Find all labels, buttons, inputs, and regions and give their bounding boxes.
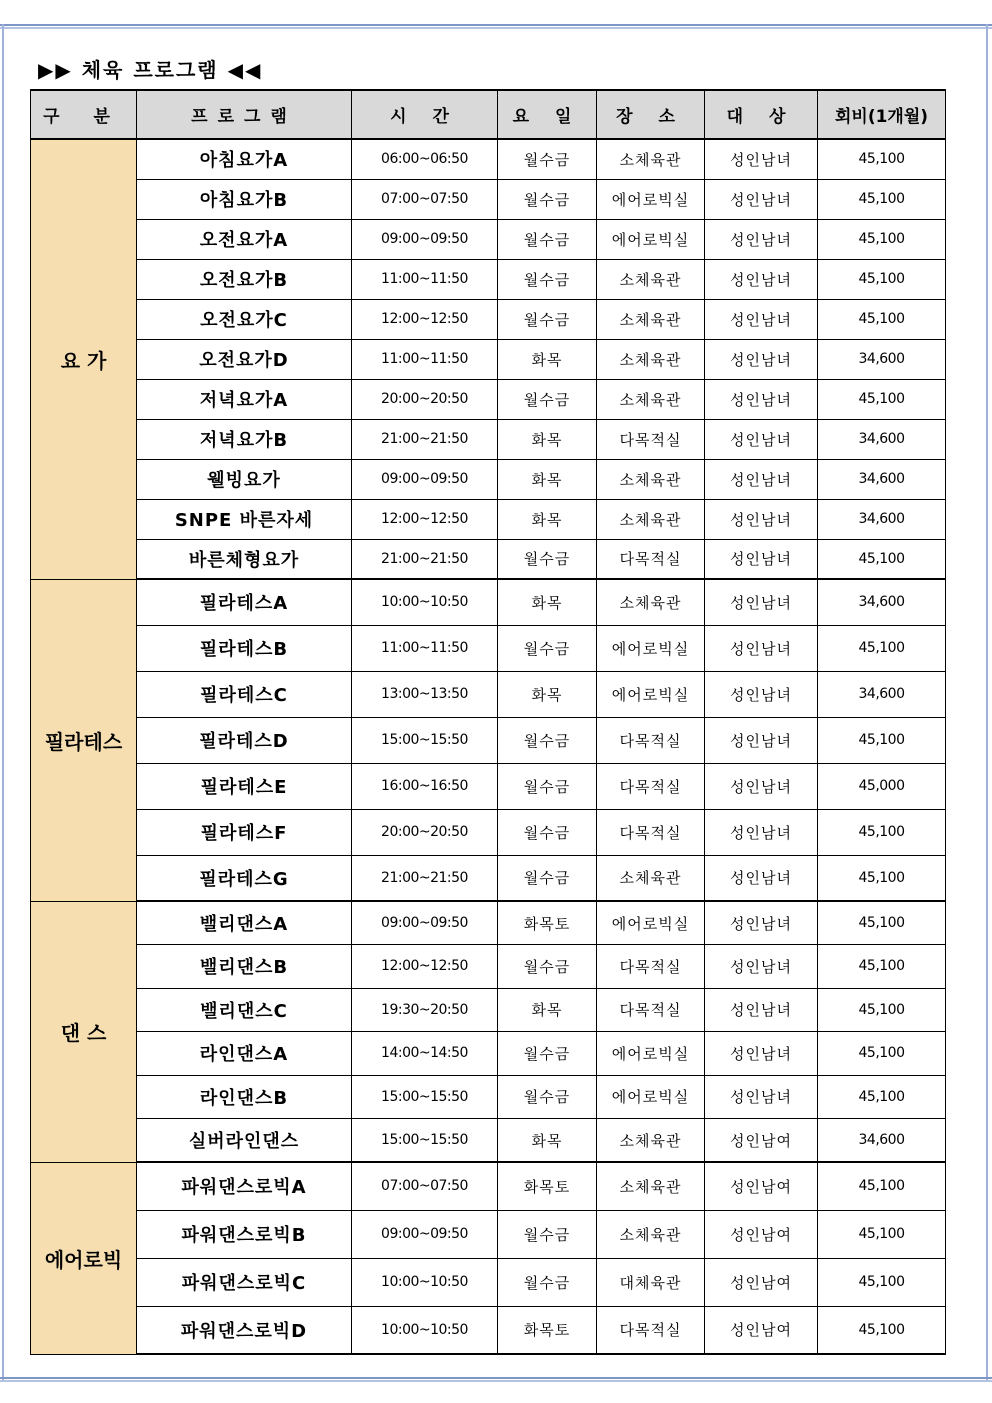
place-cell: 에어로빅실 [597,625,705,671]
days-cell: 화목 [498,671,597,717]
days-cell: 월수금 [498,625,597,671]
days-cell: 월수금 [498,1210,597,1258]
program-cell: 필라테스G [137,855,352,901]
program-cell: 오전요가A [137,219,352,259]
time-cell: 12:00~12:50 [352,945,498,989]
target-cell: 성인남여 [705,1162,818,1210]
fee-cell: 34,600 [818,671,946,717]
table-row [31,219,946,259]
header-place: 장 소 [597,90,705,139]
program-cell: 필라테스F [137,809,352,855]
fee-cell: 45,100 [818,379,946,419]
target-cell: 성인남녀 [705,855,818,901]
category-cell: 필라테스 [31,579,137,901]
days-cell: 화목 [498,579,597,625]
place-cell: 소체육관 [597,499,705,539]
fee-cell: 45,100 [818,901,946,945]
table-row [31,339,946,379]
program-cell: 오전요가D [137,339,352,379]
program-cell: 오전요가C [137,299,352,339]
program-cell: 라인댄스B [137,1075,352,1119]
target-cell: 성인남녀 [705,299,818,339]
fee-cell: 45,100 [818,1032,946,1076]
time-cell: 10:00~10:50 [352,1258,498,1306]
place-cell: 다목적실 [597,945,705,989]
fee-cell: 45,100 [818,179,946,219]
fee-cell: 34,600 [818,419,946,459]
program-cell: 밸리댄스B [137,945,352,989]
program-cell: 파워댄스로빅A [137,1162,352,1210]
place-cell: 다목적실 [597,809,705,855]
time-cell: 07:00~07:50 [352,1162,498,1210]
target-cell: 성인남여 [705,1306,818,1354]
time-cell: 20:00~20:50 [352,809,498,855]
program-cell: 아침요가B [137,179,352,219]
table-row [31,299,946,339]
program-cell: 파워댄스로빅D [137,1306,352,1354]
fee-cell: 45,100 [818,1306,946,1354]
program-schedule-table [30,89,946,1355]
days-cell: 월수금 [498,1075,597,1119]
place-cell: 에어로빅실 [597,901,705,945]
fee-cell: 45,100 [818,809,946,855]
table-row [31,671,946,717]
target-cell: 성인남녀 [705,901,818,945]
table-row [31,763,946,809]
target-cell: 성인남여 [705,1258,818,1306]
time-cell: 10:00~10:50 [352,579,498,625]
table-row [31,139,946,179]
table-row [31,901,946,945]
target-cell: 성인남녀 [705,379,818,419]
header-days: 요 일 [498,90,597,139]
target-cell: 성인남녀 [705,763,818,809]
table-row [31,1306,946,1354]
place-cell: 에어로빅실 [597,219,705,259]
fee-cell: 34,600 [818,1119,946,1163]
table-row [31,1075,946,1119]
table-row [31,579,946,625]
table-row [31,499,946,539]
fee-cell: 45,100 [818,139,946,179]
fee-cell: 45,100 [818,259,946,299]
time-cell: 11:00~11:50 [352,259,498,299]
header-row [31,90,946,139]
time-cell: 11:00~11:50 [352,339,498,379]
target-cell: 성인남녀 [705,539,818,579]
fee-cell: 45,100 [818,1162,946,1210]
time-cell: 09:00~09:50 [352,459,498,499]
table-row [31,539,946,579]
program-cell: 실버라인댄스 [137,1119,352,1163]
time-cell: 15:00~15:50 [352,1119,498,1163]
days-cell: 화목토 [498,901,597,945]
time-cell: 15:00~15:50 [352,1075,498,1119]
place-cell: 소체육관 [597,259,705,299]
target-cell: 성인남녀 [705,419,818,459]
target-cell: 성인남녀 [705,671,818,717]
fee-cell: 45,100 [818,1258,946,1306]
place-cell: 에어로빅실 [597,179,705,219]
days-cell: 월수금 [498,717,597,763]
table-row [31,625,946,671]
days-cell: 월수금 [498,259,597,299]
place-cell: 에어로빅실 [597,1075,705,1119]
target-cell: 성인남녀 [705,625,818,671]
fee-cell: 45,100 [818,988,946,1032]
program-cell: SNPE 바른자세 [137,499,352,539]
days-cell: 월수금 [498,809,597,855]
table-row [31,717,946,763]
target-cell: 성인남녀 [705,945,818,989]
days-cell: 월수금 [498,1032,597,1076]
time-cell: 06:00~06:50 [352,139,498,179]
header-target: 대 상 [705,90,818,139]
program-cell: 파워댄스로빅C [137,1258,352,1306]
days-cell: 화목 [498,419,597,459]
program-cell: 아침요가A [137,139,352,179]
header-category: 구 분 [31,90,137,139]
place-cell: 소체육관 [597,855,705,901]
target-cell: 성인남녀 [705,179,818,219]
days-cell: 화목 [498,1119,597,1163]
place-cell: 소체육관 [597,379,705,419]
days-cell: 화목 [498,339,597,379]
time-cell: 09:00~09:50 [352,901,498,945]
fee-cell: 45,100 [818,717,946,763]
fee-cell: 45,100 [818,855,946,901]
table-row [31,379,946,419]
place-cell: 소체육관 [597,339,705,379]
fee-cell: 45,000 [818,763,946,809]
header-program: 프로그램 [137,90,352,139]
table-row [31,1119,946,1163]
table-row [31,259,946,299]
fee-cell: 45,100 [818,625,946,671]
page-title: ▶▶ 체육 프로그램 ◀◀ [38,58,263,82]
days-cell: 월수금 [498,379,597,419]
days-cell: 화목 [498,988,597,1032]
place-cell: 에어로빅실 [597,671,705,717]
table-row [31,1258,946,1306]
days-cell: 월수금 [498,763,597,809]
target-cell: 성인남녀 [705,1075,818,1119]
time-cell: 07:00~07:50 [352,179,498,219]
target-cell: 성인남녀 [705,579,818,625]
target-cell: 성인남녀 [705,219,818,259]
place-cell: 다목적실 [597,419,705,459]
time-cell: 16:00~16:50 [352,763,498,809]
table-row [31,809,946,855]
fee-cell: 45,100 [818,1075,946,1119]
program-cell: 필라테스D [137,717,352,763]
target-cell: 성인남녀 [705,459,818,499]
fee-cell: 34,600 [818,459,946,499]
program-cell: 저녁요가B [137,419,352,459]
program-cell: 바른체형요가 [137,539,352,579]
page-border-left [2,24,5,1382]
table-row [31,459,946,499]
time-cell: 12:00~12:50 [352,499,498,539]
fee-cell: 45,100 [818,945,946,989]
time-cell: 21:00~21:50 [352,855,498,901]
target-cell: 성인남녀 [705,499,818,539]
place-cell: 소체육관 [597,139,705,179]
time-cell: 15:00~15:50 [352,717,498,763]
target-cell: 성인남녀 [705,259,818,299]
time-cell: 11:00~11:50 [352,625,498,671]
program-cell: 밸리댄스C [137,988,352,1032]
place-cell: 다목적실 [597,1306,705,1354]
days-cell: 월수금 [498,1258,597,1306]
time-cell: 09:00~09:50 [352,1210,498,1258]
days-cell: 월수금 [498,179,597,219]
days-cell: 월수금 [498,219,597,259]
table-row [31,419,946,459]
page-border-right [986,24,989,1382]
days-cell: 화목토 [498,1306,597,1354]
fee-cell: 34,600 [818,579,946,625]
table-row [31,179,946,219]
place-cell: 다목적실 [597,763,705,809]
time-cell: 20:00~20:50 [352,379,498,419]
table-row [31,855,946,901]
target-cell: 성인남녀 [705,717,818,763]
program-cell: 필라테스C [137,671,352,717]
program-cell: 밸리댄스A [137,901,352,945]
time-cell: 14:00~14:50 [352,1032,498,1076]
program-cell: 오전요가B [137,259,352,299]
place-cell: 에어로빅실 [597,1032,705,1076]
target-cell: 성인남여 [705,1119,818,1163]
target-cell: 성인남녀 [705,809,818,855]
days-cell: 화목토 [498,1162,597,1210]
program-cell: 필라테스E [137,763,352,809]
place-cell: 다목적실 [597,539,705,579]
time-cell: 21:00~21:50 [352,539,498,579]
place-cell: 다목적실 [597,988,705,1032]
program-cell: 웰빙요가 [137,459,352,499]
table-row [31,988,946,1032]
program-cell: 라인댄스A [137,1032,352,1076]
place-cell: 소체육관 [597,1210,705,1258]
place-cell: 소체육관 [597,459,705,499]
table-row [31,945,946,989]
header-time: 시 간 [352,90,498,139]
program-cell: 저녁요가A [137,379,352,419]
place-cell: 소체육관 [597,1162,705,1210]
fee-cell: 34,600 [818,339,946,379]
program-cell: 파워댄스로빅B [137,1210,352,1258]
days-cell: 월수금 [498,945,597,989]
days-cell: 월수금 [498,539,597,579]
days-cell: 화목 [498,459,597,499]
table-row [31,1210,946,1258]
fee-cell: 45,100 [818,299,946,339]
fee-cell: 34,600 [818,499,946,539]
page-border-top [0,24,992,29]
table-body [31,139,946,1354]
target-cell: 성인남녀 [705,1032,818,1076]
program-cell: 필라테스B [137,625,352,671]
place-cell: 소체육관 [597,1119,705,1163]
table-row [31,1032,946,1076]
page-border-bottom [0,1377,992,1382]
program-cell: 필라테스A [137,579,352,625]
days-cell: 화목 [498,499,597,539]
place-cell: 소체육관 [597,299,705,339]
time-cell: 09:00~09:50 [352,219,498,259]
time-cell: 21:00~21:50 [352,419,498,459]
place-cell: 대체육관 [597,1258,705,1306]
place-cell: 다목적실 [597,717,705,763]
target-cell: 성인남녀 [705,139,818,179]
days-cell: 월수금 [498,299,597,339]
category-cell: 요 가 [31,139,137,579]
target-cell: 성인남녀 [705,988,818,1032]
target-cell: 성인남녀 [705,339,818,379]
days-cell: 월수금 [498,139,597,179]
header-fee: 회비(1개월) [818,90,946,139]
days-cell: 월수금 [498,855,597,901]
table-row [31,1162,946,1210]
time-cell: 19:30~20:50 [352,988,498,1032]
fee-cell: 45,100 [818,1210,946,1258]
time-cell: 13:00~13:50 [352,671,498,717]
category-cell: 댄 스 [31,901,137,1162]
category-cell: 에어로빅 [31,1162,137,1354]
fee-cell: 45,100 [818,219,946,259]
target-cell: 성인남여 [705,1210,818,1258]
place-cell: 소체육관 [597,579,705,625]
fee-cell: 45,100 [818,539,946,579]
time-cell: 10:00~10:50 [352,1306,498,1354]
time-cell: 12:00~12:50 [352,299,498,339]
